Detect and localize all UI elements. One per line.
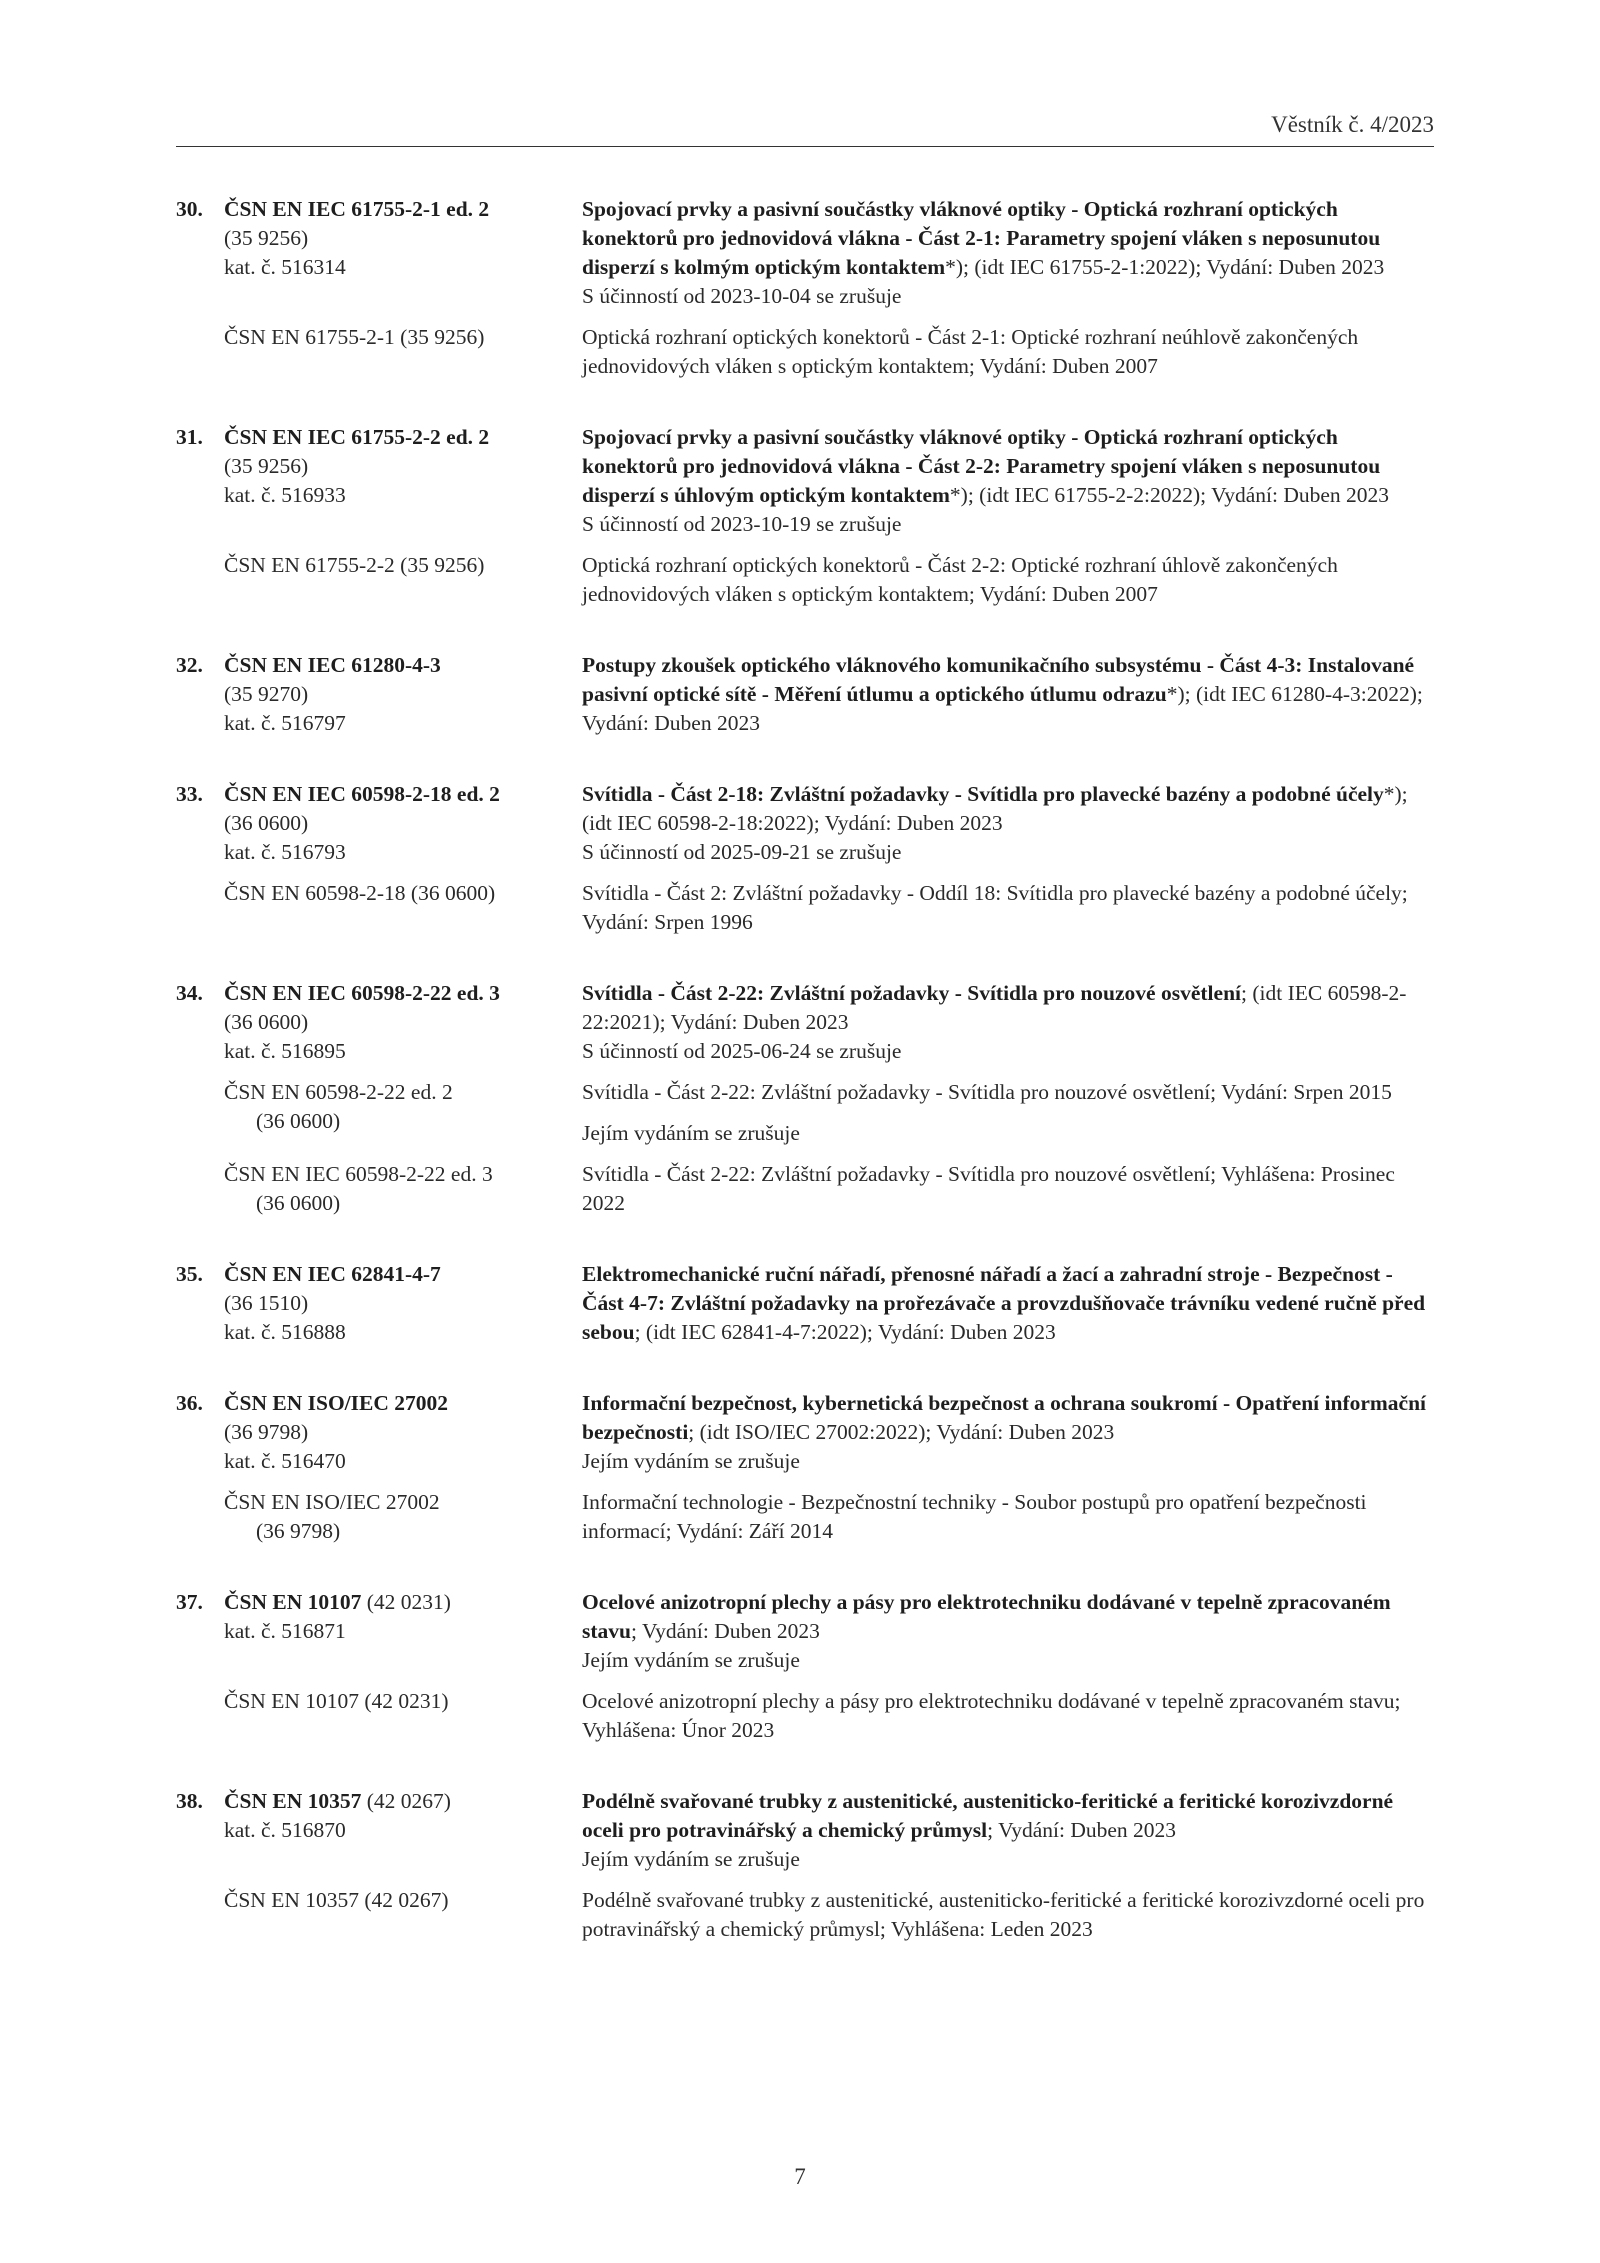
- journal-title: Věstník č. 4/2023: [1271, 112, 1434, 137]
- entry-number: 30.: [176, 197, 203, 221]
- replaced-title: Informační technologie - Bezpečnostní techniky - Soubor postupů pro opatření bezpečnosti informací; Vydání: Září 2014: [582, 1490, 1367, 1543]
- entry-identifiers: [176, 1588, 582, 1675]
- catalog-number: kat. č. 516933: [224, 483, 346, 507]
- standard-code: ČSN EN IEC 60598-2-18 ed. 2: [224, 782, 500, 806]
- standard-code: ČSN EN IEC 62841-4-7: [224, 1262, 441, 1286]
- catalog-number: kat. č. 516470: [224, 1449, 346, 1473]
- entry-description: [582, 651, 1438, 738]
- standard-code: ČSN EN ISO/IEC 27002: [224, 1391, 449, 1415]
- standard-class: (36 1510): [224, 1291, 309, 1315]
- entry-identifiers: [176, 1260, 582, 1347]
- standard-class-inline: (42 0231): [361, 1590, 451, 1614]
- replaced-code: ČSN EN 60598-2-18 (36 0600): [224, 881, 496, 905]
- catalog-number: kat. č. 516793: [224, 840, 346, 864]
- entry-identifiers: [176, 780, 582, 867]
- entry-heading-line: [176, 780, 582, 809]
- standard-class: (35 9256): [224, 226, 309, 250]
- entry-main-row: [176, 979, 1438, 1066]
- replaced-standard-row: [176, 1078, 1438, 1148]
- standard-release-info: *); (idt IEC 60598-2-18:2022); Vydání: Duben 2023: [582, 782, 1408, 835]
- replaced-identifiers: [176, 1687, 582, 1745]
- replaced-identifiers: [176, 551, 582, 609]
- entry-main-row: [176, 1389, 1438, 1476]
- replaced-description: [582, 1160, 1438, 1218]
- withdrawal-note: S účinností od 2023-10-19 se zrušuje: [582, 512, 902, 536]
- standard-title: Svítidla - Část 2-18: Zvláštní požadavky - Svítidla pro plavecké bazény a podobné účely: [582, 782, 1384, 806]
- standard-title: Spojovací prvky a pasivní součástky vláknové optiky - Optická rozhraní optických konektorů pro jednovidová vlákna - Část 2-1: Parametry spojení vláken s neposunutou disperzí s kolmým optickým kontaktem: [582, 197, 1381, 279]
- entry-identifiers: [176, 1389, 582, 1476]
- replaced-description: [582, 1488, 1438, 1546]
- entry-number: 32.: [176, 653, 203, 677]
- standard-title: Ocelové anizotropní plechy a pásy pro elektrotechniku dodávané v tepelně zpracovaném stavu: [582, 1590, 1391, 1643]
- standard-release-info: *); (idt IEC 61280-4-3:2022); Vydání: Duben 2023: [582, 682, 1423, 735]
- entry-description: [582, 1588, 1438, 1675]
- standard-code: ČSN EN 10107: [224, 1590, 362, 1614]
- standard-release-info: ; (idt IEC 62841-4-7:2022); Vydání: Duben 2023: [634, 1320, 1056, 1344]
- standard-class: (35 9256): [224, 454, 309, 478]
- entry-number: 34.: [176, 981, 203, 1005]
- withdrawal-note: S účinností od 2023-10-04 se zrušuje: [582, 284, 902, 308]
- standard-code: ČSN EN 10357: [224, 1789, 362, 1813]
- catalog-number: kat. č. 516870: [224, 1818, 346, 1842]
- replaced-code: ČSN EN 10357 (42 0267): [224, 1888, 449, 1912]
- replaced-title: Podélně svařované trubky z austenitické, austeniticko-feritické a feritické korozivzdorné oceli pro potravinářský a chemický průmysl; Vyhlášena: Leden 2023: [582, 1888, 1425, 1941]
- replaced-standard-row: [176, 1488, 1438, 1546]
- standard-title: Spojovací prvky a pasivní součástky vláknové optiky - Optická rozhraní optických konektorů pro jednovidová vlákna - Část 2-2: Parametry spojení vláken s neposunutou disperzí s úhlovým optickým kontaktem: [582, 425, 1381, 507]
- catalog-number: kat. č. 516871: [224, 1619, 346, 1643]
- entry-main-row: [176, 780, 1438, 867]
- standard-class: (36 9798): [224, 1420, 309, 1444]
- standard-class: (36 0600): [224, 1010, 309, 1034]
- replaced-description: [582, 323, 1438, 381]
- standard-title: Postupy zkoušek optického vláknového komunikačního subsystému - Část 4-3: Instalované pasivní optické sítě - Měření útlumu a optického útlumu odrazu: [582, 653, 1415, 706]
- replaced-title: Optická rozhraní optických konektorů - Část 2-2: Optické rozhraní úhlově zakončených jednovidových vláken s optickým kontaktem; Vydání: Duben 2007: [582, 553, 1338, 606]
- replaced-title: Svítidla - Část 2-22: Zvláštní požadavky - Svítidla pro nouzové osvětlení; Vydání: Srpen 2015: [582, 1080, 1392, 1104]
- standards-list: [176, 195, 1438, 1986]
- standard-title: Podélně svařované trubky z austenitické, austeniticko-feritické a feritické korozivzdorné oceli pro potravinářský a chemický průmysl: [582, 1789, 1394, 1842]
- page-header: [176, 112, 1434, 147]
- standard-code: ČSN EN IEC 60598-2-22 ed. 3: [224, 981, 500, 1005]
- catalog-number: kat. č. 516314: [224, 255, 346, 279]
- entry-main-row: [176, 1787, 1438, 1874]
- replaced-class: (36 0600): [256, 1109, 341, 1133]
- standard-entry: [176, 651, 1438, 738]
- entry-main-row: [176, 195, 1438, 311]
- entry-identifiers: [176, 1787, 582, 1874]
- replaced-code: ČSN EN 60598-2-22 ed. 2: [224, 1080, 453, 1104]
- replaced-code: ČSN EN 10107 (42 0231): [224, 1689, 449, 1713]
- page-number: 7: [794, 2164, 806, 2189]
- standard-title: Elektromechanické ruční nářadí, přenosné nářadí a žací a zahradní stroje - Bezpečnost - Část 4-7: Zvláštní požadavky na prořezávače a provzdušňovače trávníku vedené ručně před sebou: [582, 1262, 1426, 1344]
- replaced-code: ČSN EN ISO/IEC 27002: [224, 1490, 440, 1514]
- standard-code: ČSN EN IEC 61755-2-2 ed. 2: [224, 425, 490, 449]
- replaced-standard-row: [176, 1687, 1438, 1745]
- entry-heading-line: [176, 1787, 582, 1816]
- entry-heading-line: [176, 423, 582, 452]
- entry-heading-line: [176, 1389, 582, 1418]
- replaced-standard-row: [176, 1886, 1438, 1944]
- standard-release-info: ; (idt ISO/IEC 27002:2022); Vydání: Duben 2023: [688, 1420, 1115, 1444]
- replaced-class: (36 0600): [256, 1191, 341, 1215]
- standard-class: (36 0600): [224, 811, 309, 835]
- replaced-title: Svítidla - Část 2-22: Zvláštní požadavky - Svítidla pro nouzové osvětlení; Vyhlášena: Prosinec 2022: [582, 1162, 1395, 1215]
- standard-entry: [176, 423, 1438, 609]
- replaced-title: Ocelové anizotropní plechy a pásy pro elektrotechniku dodávané v tepelně zpracovaném stavu; Vyhlášena: Únor 2023: [582, 1689, 1401, 1742]
- standard-entry: [176, 1389, 1438, 1546]
- replaced-standard-row: [176, 323, 1438, 381]
- withdrawal-note: Jejím vydáním se zrušuje: [582, 1449, 800, 1473]
- replaced-identifiers: [176, 323, 582, 381]
- catalog-number: kat. č. 516888: [224, 1320, 346, 1344]
- entry-description: [582, 1389, 1438, 1476]
- replaced-standard-row: [176, 551, 1438, 609]
- replaced-identifiers: [176, 1488, 582, 1546]
- standard-release-info: ; (idt IEC 60598-2-22:2021); Vydání: Duben 2023: [582, 981, 1407, 1034]
- replaced-description: [582, 879, 1438, 937]
- standard-title: Informační bezpečnost, kybernetická bezpečnost a ochrana soukromí - Opatření informační bezpečnosti: [582, 1391, 1427, 1444]
- replaced-code: ČSN EN 61755-2-2 (35 9256): [224, 553, 485, 577]
- replaced-identifiers: [176, 1078, 582, 1148]
- standard-entry: [176, 195, 1438, 381]
- entry-number: 38.: [176, 1789, 203, 1813]
- replaced-code: ČSN EN 61755-2-1 (35 9256): [224, 325, 485, 349]
- replaced-description: [582, 1687, 1438, 1745]
- entry-main-row: [176, 1588, 1438, 1675]
- entry-main-row: [176, 651, 1438, 738]
- standard-entry: [176, 979, 1438, 1218]
- replaced-description: [582, 551, 1438, 609]
- entry-identifiers: [176, 979, 582, 1066]
- entry-description: [582, 423, 1438, 539]
- standard-class: (35 9270): [224, 682, 309, 706]
- standard-title: Svítidla - Část 2-22: Zvláštní požadavky - Svítidla pro nouzové osvětlení: [582, 981, 1241, 1005]
- standard-entry: [176, 1260, 1438, 1347]
- entry-heading-line: [176, 195, 582, 224]
- entry-number: 33.: [176, 782, 203, 806]
- entry-heading-line: [176, 651, 582, 680]
- replaced-title: Optická rozhraní optických konektorů - Část 2-1: Optické rozhraní neúhlově zakončených jednovidových vláken s optickým kontaktem; Vydání: Duben 2007: [582, 325, 1359, 378]
- entry-number: 35.: [176, 1262, 203, 1286]
- entry-number: 37.: [176, 1590, 203, 1614]
- replaced-code: ČSN EN IEC 60598-2-22 ed. 3: [224, 1162, 493, 1186]
- entry-identifiers: [176, 423, 582, 539]
- standard-entry: [176, 780, 1438, 937]
- entry-main-row: [176, 423, 1438, 539]
- entry-description: [582, 1260, 1438, 1347]
- replaced-identifiers: [176, 1886, 582, 1944]
- standard-release-info: *); (idt IEC 61755-2-1:2022); Vydání: Duben 2023: [945, 255, 1385, 279]
- withdrawal-note: S účinností od 2025-06-24 se zrušuje: [582, 1039, 902, 1063]
- entry-identifiers: [176, 651, 582, 738]
- replaced-identifiers: [176, 879, 582, 937]
- entry-description: [582, 780, 1438, 867]
- entry-number: 36.: [176, 1391, 203, 1415]
- withdrawal-note: Jejím vydáním se zrušuje: [582, 1847, 800, 1871]
- replaced-description: [582, 1078, 1438, 1148]
- replaced-class: (36 9798): [256, 1519, 341, 1543]
- entry-identifiers: [176, 195, 582, 311]
- catalog-number: kat. č. 516895: [224, 1039, 346, 1063]
- withdrawal-note: Jejím vydáním se zrušuje: [582, 1648, 800, 1672]
- standard-release-info: ; Vydání: Duben 2023: [630, 1619, 820, 1643]
- entry-description: [582, 195, 1438, 311]
- entry-heading-line: [176, 979, 582, 1008]
- standard-release-info: *); (idt IEC 61755-2-2:2022); Vydání: Duben 2023: [949, 483, 1390, 507]
- standard-entry: [176, 1787, 1438, 1944]
- replaced-identifiers: [176, 1160, 582, 1218]
- standard-entry: [176, 1588, 1438, 1745]
- standard-code: ČSN EN IEC 61755-2-1 ed. 2: [224, 197, 490, 221]
- withdrawal-note: S účinností od 2025-09-21 se zrušuje: [582, 840, 902, 864]
- catalog-number: kat. č. 516797: [224, 711, 346, 735]
- entry-heading-line: [176, 1260, 582, 1289]
- replaced-description: [582, 1886, 1438, 1944]
- replaced-title: Svítidla - Část 2: Zvláštní požadavky - Oddíl 18: Svítidla pro plavecké bazény a podobné účely; Vydání: Srpen 1996: [582, 881, 1408, 934]
- replaced-standard-row: [176, 879, 1438, 937]
- entry-heading-line: [176, 1588, 582, 1617]
- standard-release-info: ; Vydání: Duben 2023: [987, 1818, 1177, 1842]
- replaced-extra-note: Jejím vydáním se zrušuje: [582, 1121, 800, 1145]
- replaced-standard-row: [176, 1160, 1438, 1218]
- entry-number: 31.: [176, 425, 203, 449]
- entry-description: [582, 1787, 1438, 1874]
- standard-code: ČSN EN IEC 61280-4-3: [224, 653, 441, 677]
- standard-class-inline: (42 0267): [361, 1789, 451, 1813]
- entry-description: [582, 979, 1438, 1066]
- entry-main-row: [176, 1260, 1438, 1347]
